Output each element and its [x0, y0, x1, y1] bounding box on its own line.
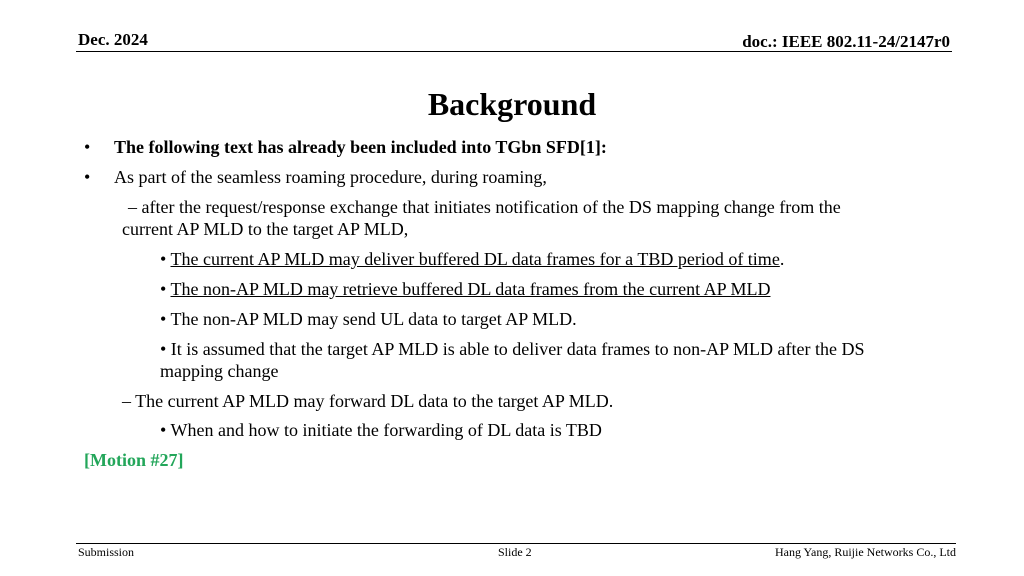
motion-reference: [Motion #27] [84, 450, 184, 470]
footer-slide-number: Slide 2 [498, 545, 532, 559]
footer-submission: Submission [78, 545, 135, 559]
sub2-item: • When and how to initiate the forwarding of DL data is TBD [160, 420, 602, 440]
item-1-underlined: The current AP MLD may deliver buffered DL data frames for a TBD period of time [170, 249, 780, 269]
item-4-line2: mapping change [160, 361, 279, 381]
slide-title: Background [427, 86, 597, 122]
header-date: Dec. 2024 [78, 30, 148, 49]
header-doc-id: doc.: IEEE 802.11-24/2147r0 [742, 32, 950, 51]
footer-divider [76, 543, 956, 544]
footer-author: Hang Yang, Ruijie Networks Co., Ltd [775, 545, 956, 559]
item-3: • The non-AP MLD may send UL data to target AP MLD. [160, 309, 577, 329]
item-4-line1: • It is assumed that the target AP MLD is able to deliver data frames to non-AP MLD after the DS [160, 339, 865, 359]
bullet-1-text: The following text has already been included into TGbn SFD[1]: [114, 137, 607, 157]
item-1-prefix: • [160, 249, 167, 269]
sub2-line1: – The current AP MLD may forward DL data to the target AP MLD. [122, 391, 614, 411]
bullet-marker-1: • [84, 137, 91, 157]
header-divider [76, 51, 952, 52]
bullet-2-text: As part of the seamless roaming procedure, during roaming, [114, 167, 547, 187]
item-2-prefix: • [160, 279, 167, 299]
bullet-marker-2: • [84, 167, 91, 187]
item-2-underlined: The non-AP MLD may retrieve buffered DL data frames from the current AP MLD [170, 279, 771, 299]
item-1-suffix: . [779, 249, 785, 269]
item-1 [160, 248, 784, 271]
sub1-line2: current AP MLD to the target AP MLD, [122, 219, 409, 239]
item-2 [160, 278, 770, 301]
sub1-line1: – after the request/response exchange that initiates notification of the DS mapping change from the [128, 197, 841, 217]
